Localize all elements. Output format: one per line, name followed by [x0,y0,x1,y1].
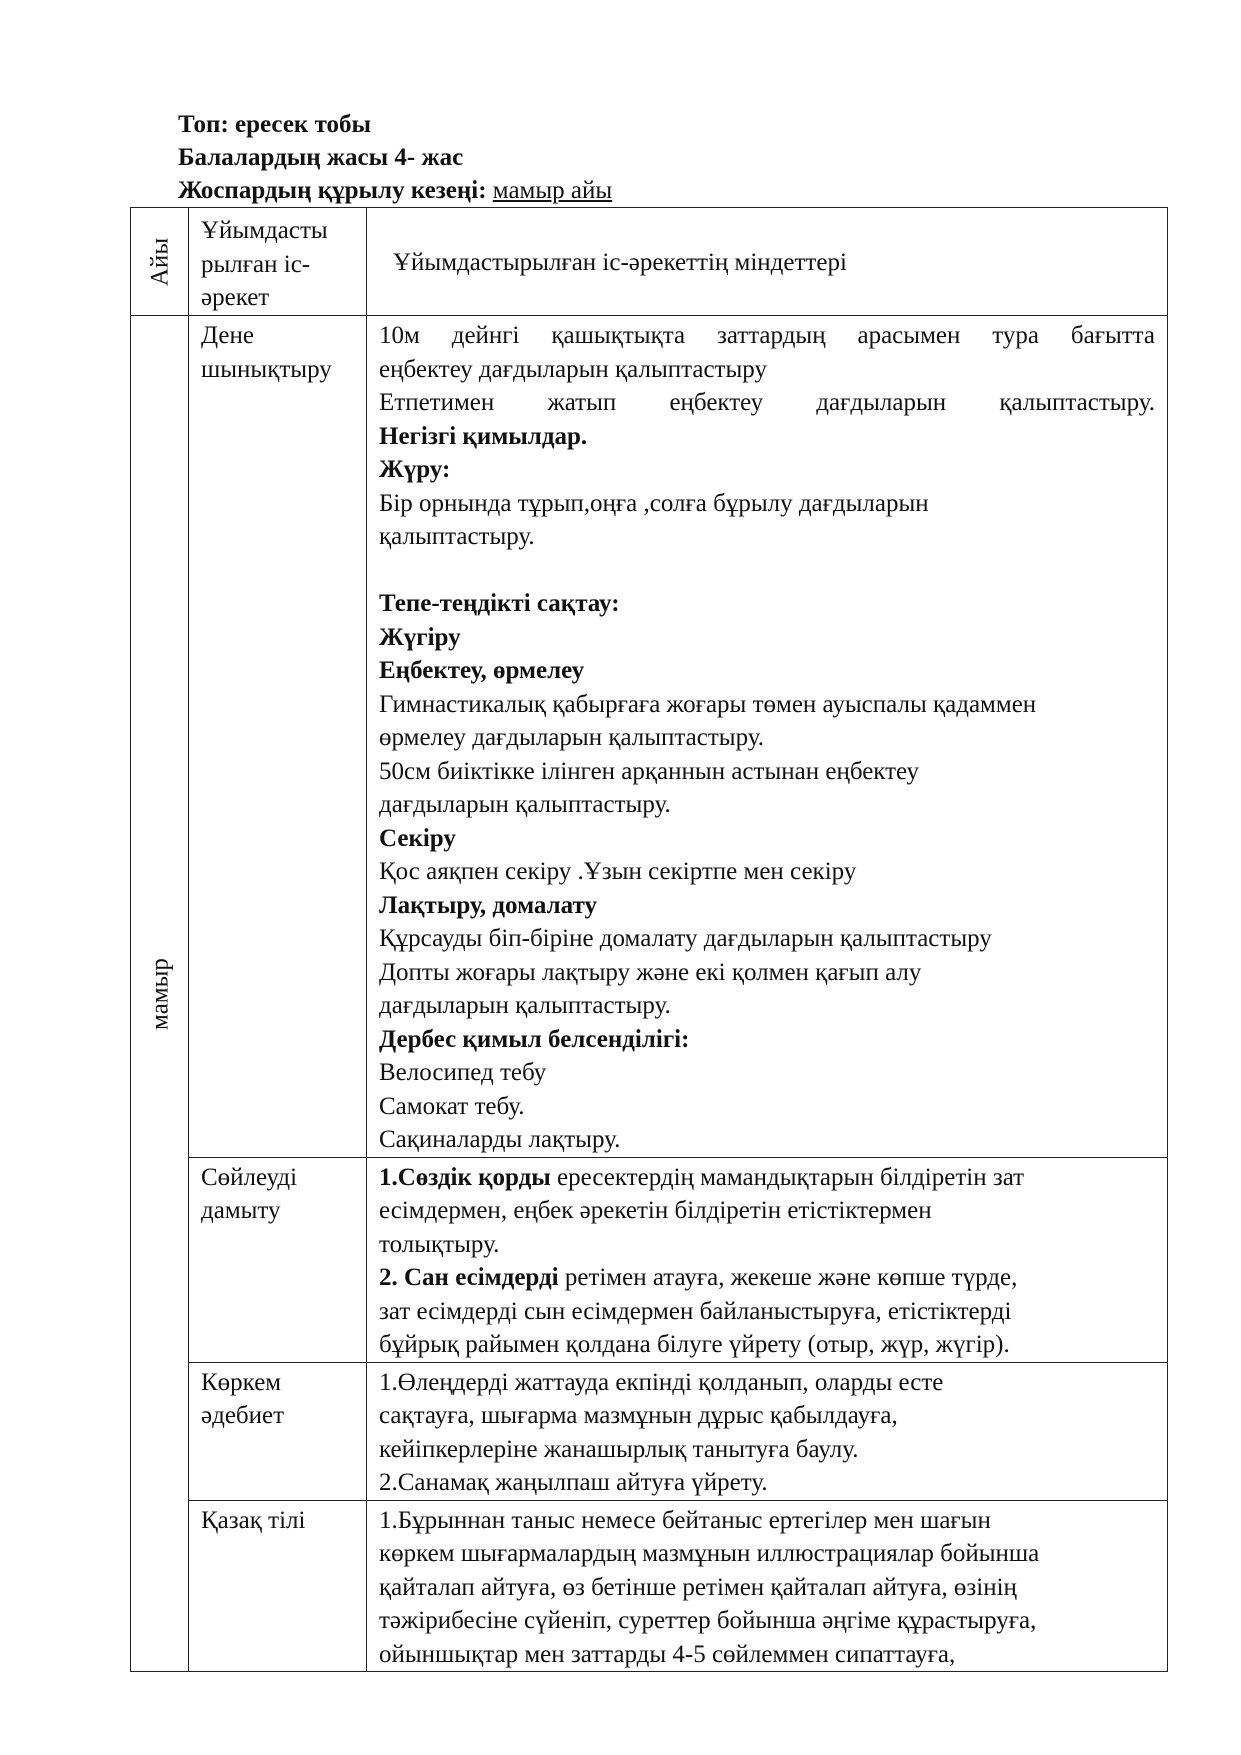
task-line [379,1161,1155,1195]
activity-cell [189,1500,367,1672]
task-line [379,1399,1155,1433]
activity-name-line: әдебиет [201,1402,285,1429]
task-line [379,319,1155,353]
task-line-text: қайталап айтуға, өз бетінше ретімен қайталап айтуға, өзінің [379,1573,1017,1601]
activity-column-header [189,208,367,316]
task-line-text: 1.Өлеңдерді жаттауда екпінді қолданып, оларды есте [379,1368,944,1396]
task-line-text: Қос аяқпен секіру .Ұзын секіртпе мен секіру [379,858,857,885]
task-line [379,1504,1155,1538]
task-line [379,721,1155,755]
task-line [379,1571,1155,1605]
activity-header-line: әрекет [201,284,270,311]
task-line [379,788,1155,822]
activity-cell [189,316,367,1158]
tasks-cell [367,1500,1168,1672]
table-row [131,316,1168,1158]
task-line-text: ересектердің мамандықтарын білдіретін зат [550,1163,1025,1191]
age-label: Балалардың жасы [178,144,389,171]
group-label: Топ: [178,111,229,138]
period-label: Жоспардың құрылу кезеңі: [178,177,487,204]
tasks-cell [367,1157,1168,1362]
task-line [379,1537,1155,1571]
section-heading [379,822,1155,856]
task-line-text: Гимнастикалық қабырғаға жоғары төмен ауыспалы қадаммен [379,690,1037,718]
section-heading [379,420,1155,454]
activity-header-line: Ұйымдасты [201,217,328,244]
task-line [379,1123,1155,1157]
task-line-text: Велосипед тебу [379,1059,547,1086]
task-line-text: Лақтыру, домалату [379,891,597,919]
task-line-text: көркем шығармалардың мазмұнын иллюстрациялар бойынша [379,1540,1040,1567]
group-line [178,108,612,141]
task-line [379,1466,1155,1500]
section-heading [379,587,1155,621]
section-heading [379,453,1155,487]
section-heading [379,1023,1155,1057]
task-line-text: Жүру: [379,456,451,483]
activity-name-line: Дене [201,322,254,349]
task-line-text: 50см биіктікке ілінген арқаннын астынан еңбектеу [379,757,920,785]
task-line-text: өрмелеу дағдыларын қалыптастыру. [379,724,764,751]
task-line [379,1433,1155,1467]
task-line-text: Самокат тебу. [379,1092,525,1120]
plan-table [130,207,1168,1672]
section-heading [379,621,1155,655]
task-line-text: 10м дейнгі қашықтықта заттардың арасымен тура бағытта [379,322,1155,349]
task-line [379,922,1155,956]
task-line [379,1261,1155,1295]
period-value: мамыр айы [492,177,613,204]
task-line-text: ойыншықтар мен заттарды 4-5 сөйлеммен сипаттауға, [379,1640,956,1668]
activity-name-line: Көркем [201,1368,282,1396]
activity-cell [189,1157,367,1362]
task-line [379,989,1155,1023]
task-line-text: 1.Бұрыннан таныс немесе бейтаныс ертегілер мен шағын [379,1506,991,1534]
age-line [178,141,612,174]
activity-header-line: рылған іс- [201,250,311,278]
task-line-text: Негізгі қимылдар. [379,422,588,450]
month-cell [131,316,189,1672]
task-line-text: толықтыру. [379,1230,500,1258]
month-cell-text: мамыр [145,957,173,1030]
task-line-text: Бір орнында тұрып,оңға ,солға бұрылу дағдыларын [379,489,929,517]
tasks-column-header: Ұйымдастырылған іс-әрекеттің міндеттері [367,208,1168,316]
activity-name-line: Сөйлеуді [201,1163,298,1191]
task-line-bold-lead: 2. Сан есімдерді [379,1264,559,1291]
tasks-cell [367,316,1168,1158]
task-line-text: зат есімдерді сын есімдермен байланыстыруға, етістіктерді [379,1297,1012,1325]
group-value: ересек тобы [235,111,372,138]
task-line-text: Тепе-теңдікті сақтау: [379,590,620,617]
activity-name-line: шынықтыру [201,355,332,383]
activity-name-line: Қазақ тілі [201,1506,306,1534]
task-line [379,688,1155,722]
task-line-text: Жүгіру [379,623,461,651]
age-value: 4- жас [394,144,464,171]
month-column-header [131,208,189,316]
table-row [131,1157,1168,1362]
task-line [379,520,1155,554]
period-line [178,174,612,207]
task-line [379,1638,1155,1672]
task-line-text: Допты жоғары лақтыру және екі қолмен қағып алу [379,958,922,986]
task-line [379,1090,1155,1124]
task-line-text: қалыптастыру. [379,523,535,550]
task-line [379,353,1155,387]
task-line [379,755,1155,789]
task-line [379,1328,1155,1362]
month-column-header-text: Айы [145,237,173,286]
task-line-text: кейіпкерлеріне жанашырлық танытуға баулу. [379,1435,859,1463]
task-line-text: Дербес қимыл белсенділігі: [379,1025,690,1053]
task-line-text: Еңбектеу, өрмелеу [379,657,585,684]
task-line-text: ретімен атауға, жекеше және көпше түрде, [558,1264,1018,1291]
task-line-text: 2.Санамақ жаңылпаш айтуға үйрету. [379,1469,768,1496]
task-line-text: Секіру [379,824,456,852]
task-line [379,386,1155,420]
task-line-text: еңбектеу дағдыларын қалыптастыру [379,355,767,383]
document-header [178,108,612,207]
task-line-text: сақтауға, шығарма мазмұнын дұрыс қабылдауға, [379,1402,898,1429]
task-line [379,1295,1155,1329]
section-heading [379,654,1155,688]
task-line [379,1366,1155,1400]
task-line [379,1228,1155,1262]
task-line [379,956,1155,990]
table-row [131,1362,1168,1500]
task-line [379,855,1155,889]
task-line [379,1056,1155,1090]
task-line [379,1604,1155,1638]
task-line-bold-lead: 1.Сөздік қорды [379,1163,551,1191]
task-line [379,487,1155,521]
task-line-text: дағдыларын қалыптастыру. [379,791,671,818]
table-header-row [131,208,1168,316]
task-line [379,1194,1155,1228]
task-line-text: бұйрық райымен қолдана білуге үйрету (отыр, жүр, жүгір). [379,1331,1010,1358]
table-row [131,1500,1168,1672]
task-line-text: Сақиналарды лақтыру. [379,1126,621,1153]
section-heading [379,889,1155,923]
tasks-cell [367,1362,1168,1500]
task-line-text: тәжірибесіне сүйеніп, суреттер бойынша әңгіме құрастыруға, [379,1607,1037,1634]
activity-cell [189,1362,367,1500]
task-line-text: Етпетимен жатып еңбектеу дағдыларын қалыптастыру. [379,389,1155,416]
blank-line [379,554,1155,588]
task-line-text: Құрсауды біп-біріне домалату дағдыларын қалыптастыру [379,925,992,952]
activity-name-line: дамыту [201,1197,281,1224]
task-line-text: дағдыларын қалыптастыру. [379,992,671,1019]
task-line-text: есімдермен, еңбек әрекетін білдіретін етістіктермен [379,1197,932,1224]
